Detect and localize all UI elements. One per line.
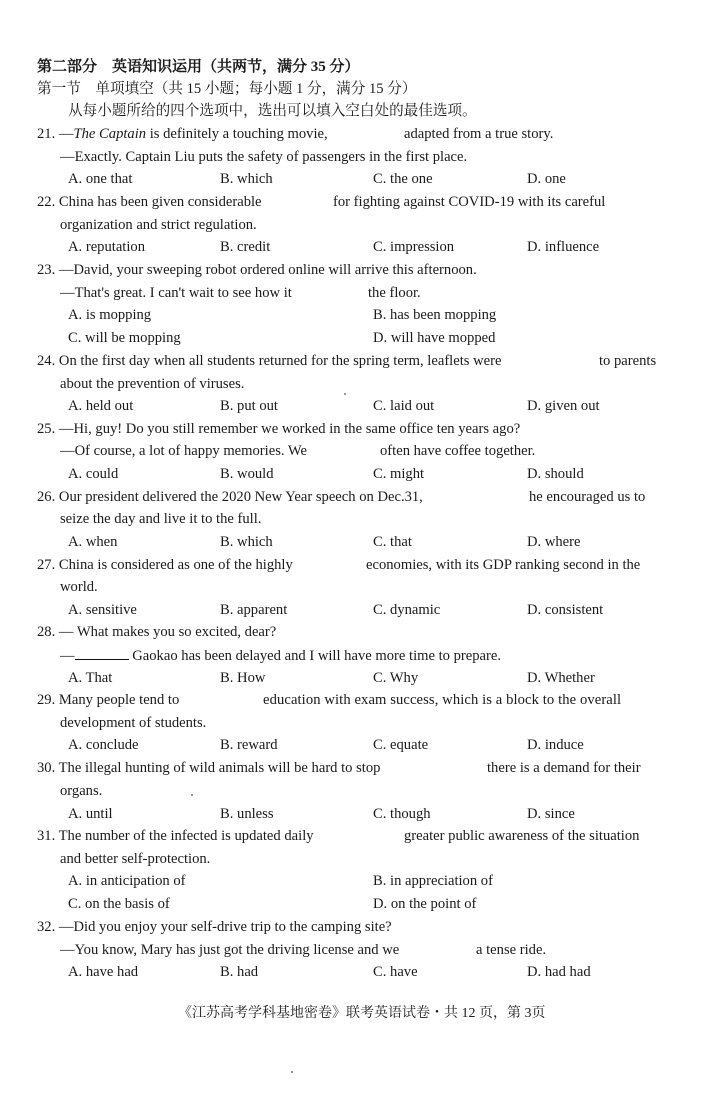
question-22-line1-end: for fighting against COVID-19 with its careful: [333, 194, 606, 210]
option-b: B. credit: [220, 239, 271, 255]
question-number: 27.: [37, 557, 56, 573]
part-title: 第二部分 英语知识运用（共两节，满分 35 分）: [37, 59, 360, 75]
option-a: A. in anticipation of: [68, 873, 186, 889]
option-d: D. should: [527, 466, 584, 482]
question-30-line1-end: there is a demand for their: [487, 760, 641, 776]
question-number: 26.: [37, 489, 56, 505]
option-d: D. where: [527, 534, 581, 550]
question-number: 21.: [37, 126, 56, 142]
question-21-line1: 21. —The Captain is definitely a touching movie,: [37, 126, 328, 142]
question-30-line2: organs.: [60, 783, 103, 799]
question-number: 24.: [37, 353, 56, 369]
instruction: 从每小题所给的四个选项中，选出可以填入空白处的最佳选项。: [68, 103, 477, 119]
question-number: 28.: [37, 624, 56, 640]
section-title: 第一节 单项填空（共 15 小题；每小题 1 分，满分 15 分）: [37, 81, 417, 97]
question-27-line2: world.: [60, 579, 98, 595]
question-32-line2-end: a tense ride.: [476, 942, 547, 958]
question-26-line1: 26. Our president delivered the 2020 New Year speech on Dec.31,: [37, 489, 423, 505]
option-d: D. influence: [527, 239, 600, 255]
option-d: D. given out: [527, 398, 600, 414]
question-31-line1: 31. The number of the infected is updated daily: [37, 828, 314, 844]
option-d: D. induce: [527, 737, 584, 753]
option-c: C. equate: [373, 737, 429, 753]
movie-title: The Captain: [73, 126, 147, 142]
option-b: B. has been mopping: [373, 307, 497, 323]
question-28-line2: — Gaokao has been delayed and I will have more time to prepare.: [60, 648, 501, 664]
option-c: C. dynamic: [373, 602, 441, 618]
option-a: A. sensitive: [68, 602, 137, 618]
question-29-line1: 29. Many people tend to: [37, 692, 180, 708]
option-c: C. that: [373, 534, 412, 550]
question-24-line1: 24. On the first day when all students returned for the spring term, leaflets were: [37, 353, 502, 369]
option-b: B. How: [220, 670, 266, 686]
question-number: 30.: [37, 760, 56, 776]
option-a: A. is mopping: [68, 307, 152, 323]
question-27-line1-end: economies, with its GDP ranking second in the: [366, 557, 641, 573]
option-b: B. which: [220, 534, 273, 550]
scan-speck: [344, 393, 346, 395]
option-c: C. might: [373, 466, 425, 482]
question-30-line1: 30. The illegal hunting of wild animals will be hard to stop: [37, 760, 381, 776]
option-b: B. apparent: [220, 602, 288, 618]
question-number: 32.: [37, 919, 56, 935]
option-c: C. on the basis of: [68, 896, 170, 912]
option-a: A. could: [68, 466, 119, 482]
question-26-line2: seize the day and live it to the full.: [60, 511, 262, 527]
option-a: A. reputation: [68, 239, 146, 255]
question-27-line1: 27. China is considered as one of the highly: [37, 557, 293, 573]
option-a: A. have had: [68, 964, 139, 980]
question-25-line2-end: often have coffee together.: [380, 443, 536, 459]
option-b: B. reward: [220, 737, 278, 753]
option-b: B. which: [220, 171, 273, 187]
option-d: D. since: [527, 806, 575, 822]
option-b: B. had: [220, 964, 259, 980]
question-22-line1: 22. China has been given considerable: [37, 194, 262, 210]
option-a: A. until: [68, 806, 113, 822]
option-b: B. in appreciation of: [373, 873, 493, 889]
question-number: 31.: [37, 828, 56, 844]
option-c: C. though: [373, 806, 431, 822]
question-22-line2: organization and strict regulation.: [60, 217, 257, 233]
option-d: D. had had: [527, 964, 591, 980]
option-d: D. will have mopped: [373, 330, 496, 346]
option-a: A. held out: [68, 398, 134, 414]
question-21-line1-end: adapted from a true story.: [404, 126, 554, 142]
question-31-line2: and better self-protection.: [60, 851, 211, 867]
option-b: B. unless: [220, 806, 274, 822]
option-c: C. impression: [373, 239, 455, 255]
question-28-line1: 28. — What makes you so excited, dear?: [37, 624, 277, 640]
question-25-line1: 25. —Hi, guy! Do you still remember we worked in the same office ten years ago?: [37, 421, 521, 437]
question-24-line2: about the prevention of viruses.: [60, 376, 245, 392]
question-number: 29.: [37, 692, 56, 708]
question-23-line2-end: the floor.: [368, 285, 421, 301]
option-a: A. one that: [68, 171, 133, 187]
option-d: D. one: [527, 171, 566, 187]
option-b: B. put out: [220, 398, 278, 414]
option-d: D. on the point of: [373, 896, 477, 912]
option-c: C. the one: [373, 171, 433, 187]
question-number: 25.: [37, 421, 56, 437]
question-number: 23.: [37, 262, 56, 278]
question-32-line2: —You know, Mary has just got the driving license and we: [60, 942, 400, 958]
option-d: D. Whether: [527, 670, 595, 686]
question-25-line2: —Of course, a lot of happy memories. We: [60, 443, 307, 459]
option-a: A. when: [68, 534, 118, 550]
option-c: C. Why: [373, 670, 419, 686]
question-26-line1-end: he encouraged us to: [529, 489, 646, 505]
question-29-line1-end: education with exam success, which is a block to the overall: [263, 692, 622, 708]
question-23-line1: 23. —David, your sweeping robot ordered online will arrive this afternoon.: [37, 262, 477, 278]
question-24-line1-end: to parents: [599, 353, 657, 369]
scan-speck: [191, 794, 193, 796]
option-c: C. have: [373, 964, 418, 980]
question-29-line2: development of students.: [60, 715, 207, 731]
option-a: A. That: [68, 670, 113, 686]
question-23-line2: —That's great. I can't wait to see how it: [60, 285, 292, 301]
option-c: C. will be mopping: [68, 330, 181, 346]
question-32-line1: 32. —Did you enjoy your self-drive trip to the camping site?: [37, 919, 392, 935]
option-a: A. conclude: [68, 737, 139, 753]
question-31-line1-end: greater public awareness of the situation: [404, 828, 640, 844]
option-c: C. laid out: [373, 398, 435, 414]
question-21-line2: —Exactly. Captain Liu puts the safety of passengers in the first place.: [60, 149, 468, 165]
option-d: D. consistent: [527, 602, 604, 618]
scan-speck: [291, 1071, 293, 1073]
option-b: B. would: [220, 466, 274, 482]
answer-blank-underline: [75, 646, 129, 660]
page-footer: 《江苏高考学科基地密卷》联考英语试卷・共 12 页，第 3页: [178, 1006, 546, 1021]
question-number: 22.: [37, 194, 56, 210]
